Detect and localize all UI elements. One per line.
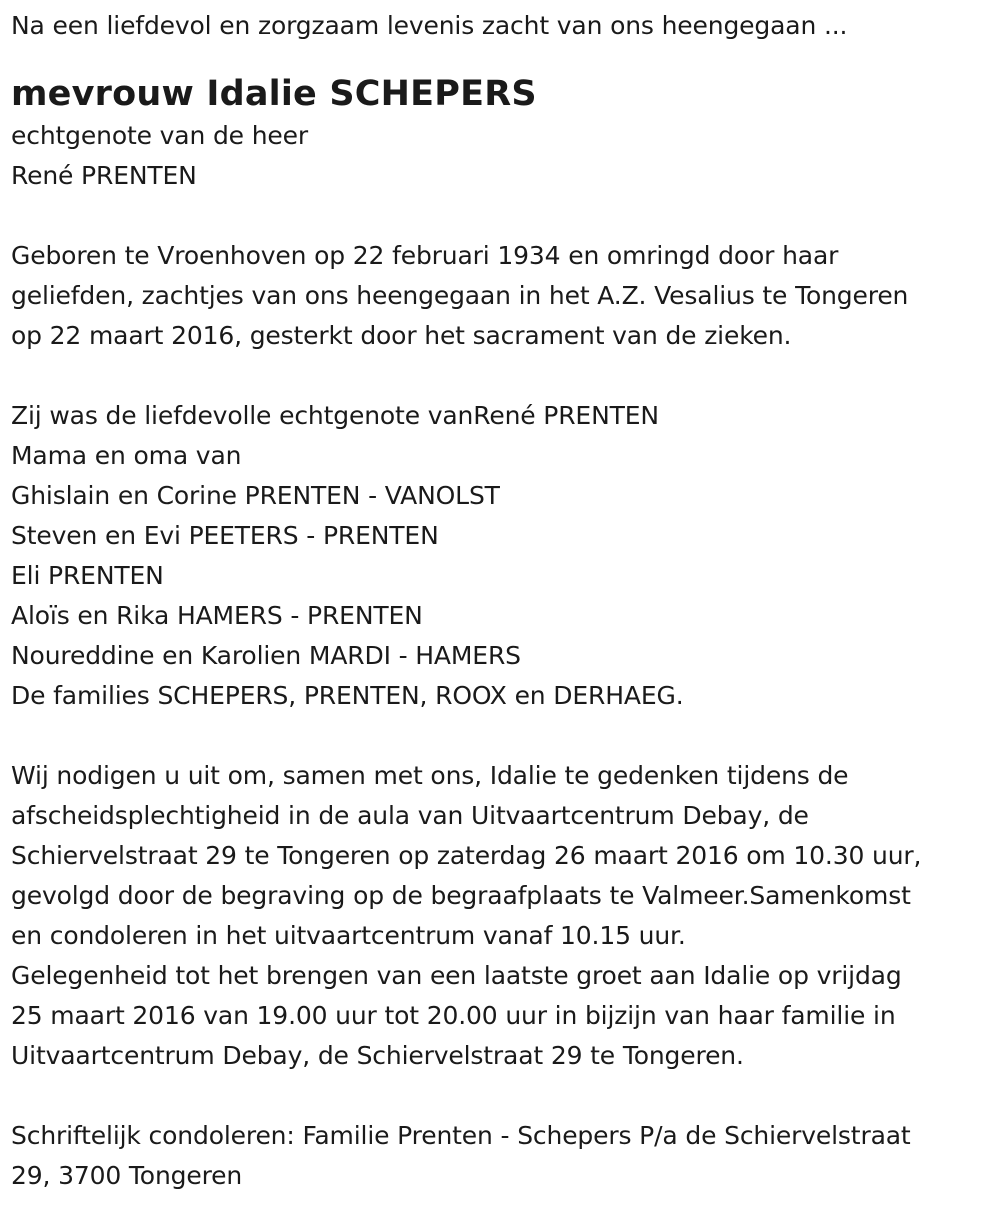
paragraph-line: en condoleren in het uitvaartcentrum vanaf 10.15 uur. bbox=[11, 921, 686, 950]
intro-text: Na een liefdevol en zorgzaam levenis zacht van ons heengegaan ... bbox=[11, 11, 848, 40]
family-line: De families SCHEPERS, PRENTEN, ROOX en DERHAEG. bbox=[11, 681, 684, 710]
family-line: Mama en oma van bbox=[11, 441, 242, 470]
deceased-name: mevrouw Idalie SCHEPERS bbox=[11, 74, 537, 114]
family-line: Steven en Evi PEETERS - PRENTEN bbox=[11, 521, 439, 550]
spouse-block bbox=[11, 116, 1000, 196]
paragraph-line: Gelegenheid tot het brengen van een laatste groet aan Idalie op vrijdag bbox=[11, 961, 902, 990]
paragraph-line: 29, 3700 Tongeren bbox=[11, 1161, 243, 1190]
birth-death-paragraph bbox=[11, 236, 1000, 356]
paragraph-line: afscheidsplechtigheid in de aula van Uitvaartcentrum Debay, de bbox=[11, 801, 809, 830]
paragraph-line: Schiervelstraat 29 te Tongeren op zaterdag 26 maart 2016 om 10.30 uur, bbox=[11, 841, 922, 870]
family-line: Ghislain en Corine PRENTEN - VANOLST bbox=[11, 481, 500, 510]
paragraph-line: Schriftelijk condoleren: Familie Prenten - Schepers P/a de Schiervelstraat bbox=[11, 1121, 911, 1150]
paragraph-gap bbox=[11, 716, 1000, 756]
paragraph-line: Uitvaartcentrum Debay, de Schiervelstraat 29 te Tongeren. bbox=[11, 1041, 744, 1070]
paragraph-line: gevolgd door de begraving op de begraafplaats te Valmeer.Samenkomst bbox=[11, 881, 911, 910]
paragraph-line: Geboren te Vroenhoven op 22 februari 1934 en omringd door haar bbox=[11, 241, 839, 270]
family-line: Aloïs en Rika HAMERS - PRENTEN bbox=[11, 601, 423, 630]
paragraph-line: op 22 maart 2016, gesterkt door het sacrament van de zieken. bbox=[11, 321, 792, 350]
family-line: Noureddine en Karolien MARDI - HAMERS bbox=[11, 641, 521, 670]
paragraph-line: Wij nodigen u uit om, samen met ons, Idalie te gedenken tijdens de bbox=[11, 761, 849, 790]
family-line: Eli PRENTEN bbox=[11, 561, 164, 590]
paragraph-line: 25 maart 2016 van 19.00 uur tot 20.00 uur in bijzijn van haar familie in bbox=[11, 1001, 896, 1030]
spouse-line: René PRENTEN bbox=[11, 161, 197, 190]
family-line: Zij was de liefdevolle echtgenote vanRené PRENTEN bbox=[11, 401, 659, 430]
condolences-paragraph bbox=[11, 1116, 1000, 1196]
paragraph-gap bbox=[11, 1076, 1000, 1116]
family-list bbox=[11, 396, 1000, 716]
ceremony-paragraph bbox=[11, 756, 1000, 1076]
paragraph-line: geliefden, zachtjes van ons heengegaan in het A.Z. Vesalius te Tongeren bbox=[11, 281, 909, 310]
spouse-line: echtgenote van de heer bbox=[11, 121, 308, 150]
paragraph-gap bbox=[11, 196, 1000, 236]
paragraph-gap bbox=[11, 356, 1000, 396]
